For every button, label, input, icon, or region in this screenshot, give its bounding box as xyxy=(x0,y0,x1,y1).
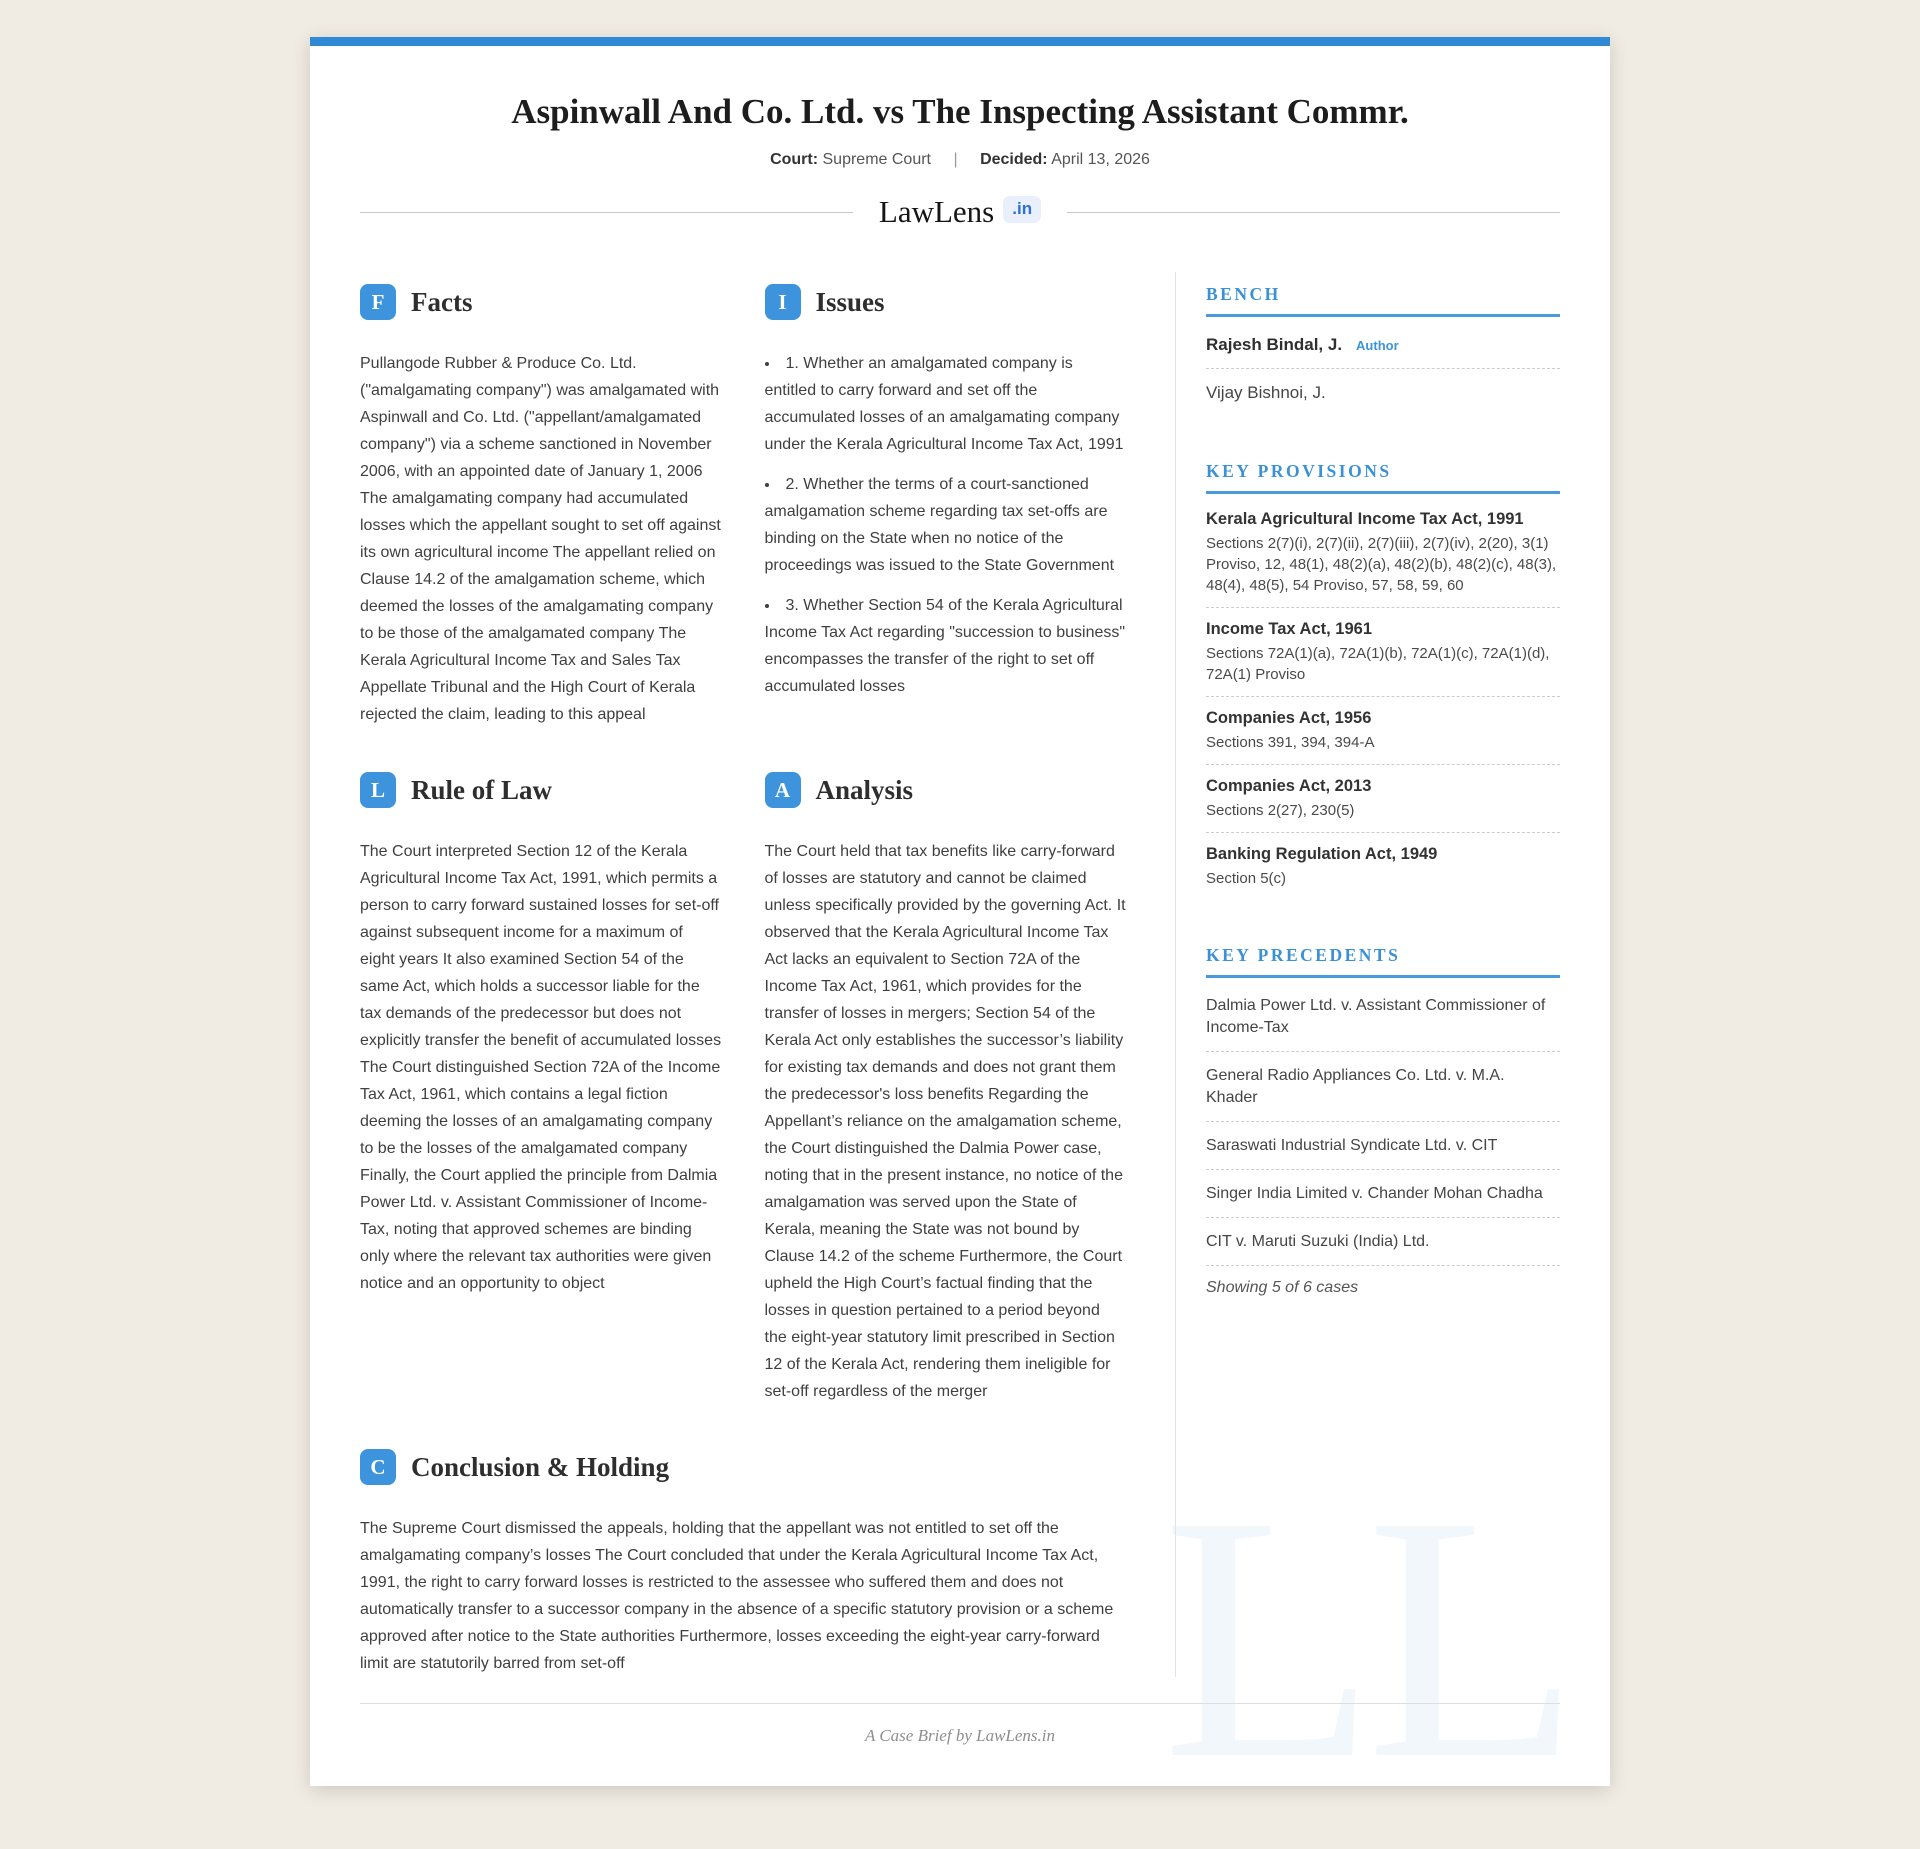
conclusion-header xyxy=(360,1449,1126,1485)
decided-value: April 13, 2026 xyxy=(1051,151,1150,168)
provision-sections: Sections 72A(1)(a), 72A(1)(b), 72A(1)(c), 72A(1)(d), 72A(1) Proviso xyxy=(1206,645,1550,683)
content-grid xyxy=(360,272,1560,1677)
precedent-item: Saraswati Industrial Syndicate Ltd. v. CIT xyxy=(1206,1121,1560,1169)
provision-sections: Sections 2(27), 230(5) xyxy=(1206,802,1355,819)
precedent-item: Dalmia Power Ltd. v. Assistant Commissioner of Income-Tax xyxy=(1206,997,1546,1036)
provision-item xyxy=(1206,696,1560,764)
facts-title: Facts xyxy=(411,286,473,317)
two-column-sections xyxy=(360,284,1126,1405)
court-label: Court: xyxy=(770,151,819,168)
page-title: Aspinwall And Co. Ltd. vs The Inspecting Assistant Commr. xyxy=(511,92,1409,131)
lawlens-watermark: LL xyxy=(1162,1443,1570,1786)
section-issues xyxy=(765,284,1127,728)
rule-of-law-title: Rule of Law xyxy=(411,774,552,805)
main-column xyxy=(360,272,1176,1677)
analysis-body: The Court held that tax benefits like carry-forward of losses are statutory and cannot be claimed unless specifically provided by the governing Act. It observed that the Kerala Agricultural Income Tax Act lacks an equivalent to Section 72A of the Income Tax Act, 1961, which provides for the transfer of losses in mergers; Section 54 of the Kerala Act only establishes the successor’s liability for existing tax demands and does not grant them the predecessor's loss benefits Regarding the Appellant’s reliance on the amalgamation scheme, the Court distinguished the Dalmia Power case, noting that in the present instance, no notice of the amalgamation was served upon the State of Kerala, meaning the State was not bound by Clause 14.2 of the scheme Furthermore, the Court upheld the High Court’s factual finding that the losses in question pertained to a period beyond the eight-year statutory limit prescribed in Section 12 of the Kerala Act, rendering them ineligible for set-off regardless of the merger xyxy=(764,843,1126,1400)
divider-line-right xyxy=(1067,212,1560,213)
precedents-list xyxy=(1206,982,1560,1265)
key-precedents-section xyxy=(1206,945,1560,1297)
provision-act-name: Kerala Agricultural Income Tax Act, 1991 xyxy=(1206,510,1524,528)
provision-item xyxy=(1206,764,1560,832)
facts-header xyxy=(360,284,722,320)
case-meta xyxy=(360,151,1560,169)
judge-name: Rajesh Bindal, J. xyxy=(1206,335,1343,354)
issue-item: • 3. Whether Section 54 of the Kerala Agricultural Income Tax Act regarding "succession to business" encompasses the transfer of the right to set off accumulated losses xyxy=(765,592,1127,700)
meta-separator: | xyxy=(953,151,958,168)
brand-name: LawLens xyxy=(878,194,995,229)
bench-heading: BENCH xyxy=(1206,284,1560,317)
facts-icon: F xyxy=(360,284,396,320)
issue-item: • 1. Whether an amalgamated company is entitled to carry forward and set off the accumulated losses of an amalgamating company under the Kerala Agricultural Income Tax Act, 1991 xyxy=(765,350,1127,458)
provision-sections: Section 5(c) xyxy=(1206,870,1287,887)
bench-section xyxy=(1206,284,1560,416)
rule-of-law-icon: L xyxy=(360,772,396,808)
judge-item xyxy=(1206,368,1560,416)
key-provisions-heading: KEY PROVISIONS xyxy=(1206,461,1560,494)
court-value: Supreme Court xyxy=(822,151,931,168)
judge-name: Vijay Bishnoi, J. xyxy=(1206,383,1326,402)
provision-act-name: Companies Act, 2013 xyxy=(1206,777,1372,795)
precedents-count-note: Showing 5 of 6 cases xyxy=(1206,1265,1560,1297)
brand-divider xyxy=(360,194,1560,230)
brand-tld-badge: .in xyxy=(1003,196,1041,223)
key-provisions-section xyxy=(1206,461,1560,900)
judge-item xyxy=(1206,321,1560,368)
section-analysis xyxy=(765,772,1127,1405)
case-brief-card xyxy=(310,37,1610,1786)
facts-body: Pullangode Rubber & Produce Co. Ltd. ("amalgamating company") was amalgamated with Aspinwall and Co. Ltd. ("appellant/amalgamated company") via a scheme sanctioned in November 2006, with an appointed date of January 1, 2006 The amalgamating company had accumulated losses which the appellant sought to set off against its own agricultural income The appellant relied on Clause 14.2 of the amalgamation scheme, which deemed the losses of the amalgamating company to be those of the amalgamated company The Kerala Agricultural Income Tax and Sales Tax Appellate Tribunal and the High Court of Kerala rejected the claim, leading to this appeal xyxy=(360,355,721,723)
brand-logo xyxy=(879,194,1041,230)
issues-title: Issues xyxy=(815,286,885,317)
conclusion-icon: C xyxy=(360,1449,396,1485)
conclusion-body: The Supreme Court dismissed the appeals, holding that the appellant was not entitled to set off the amalgamating company’s losses The Court concluded that under the Kerala Agricultural Income Tax Act, 1991, the right to carry forward losses is restricted to the assessee who suffered them and does not automatically transfer to a successor company in the absence of a specific statutory provision or a scheme approved after notice to the State authorities Furthermore, losses exceeding the eight-year carry-forward limit are statutorily barred from set-off xyxy=(360,1520,1114,1672)
rule-of-law-body: The Court interpreted Section 12 of the Kerala Agricultural Income Tax Act, 1991, which permits a person to carry forward sustained losses for set-off against subsequent income for a maximum of eight years It also examined Section 54 of the same Act, which holds a successor liable for the tax demands of the predecessor but does not explicitly transfer the benefit of accumulated losses The Court distinguished Section 72A of the Income Tax Act, 1961, which contains a legal fiction deeming the losses of an amalgamating company to be the losses of the amalgamated company Finally, the Court applied the principle from Dalmia Power Ltd. v. Assistant Commissioner of Income-Tax, noting that approved schemes are binding only where the relevant tax authorities were given notice and an opportunity to object xyxy=(360,843,722,1292)
bench-judges-list xyxy=(1206,321,1560,416)
issues-header xyxy=(765,284,1127,320)
analysis-header xyxy=(765,772,1127,808)
conclusion-title: Conclusion & Holding xyxy=(411,1451,670,1482)
provision-sections: Sections 391, 394, 394-A xyxy=(1206,734,1375,751)
divider-line-left xyxy=(360,212,853,213)
key-precedents-heading: KEY PRECEDENTS xyxy=(1206,945,1560,978)
section-facts xyxy=(360,284,722,728)
footer-text: A Case Brief by LawLens.in xyxy=(865,1726,1055,1745)
issue-item: • 2. Whether the terms of a court-sanctioned amalgamation scheme regarding tax set-offs are binding on the State when no notice of the proceedings was issued to the State Government xyxy=(765,471,1127,579)
provision-item xyxy=(1206,498,1560,607)
analysis-title: Analysis xyxy=(815,774,914,805)
footer xyxy=(360,1703,1560,1756)
decided-label: Decided: xyxy=(980,151,1048,168)
provision-act-name: Banking Regulation Act, 1949 xyxy=(1206,845,1438,863)
sidebar xyxy=(1176,272,1560,1677)
provision-sections: Sections 2(7)(i), 2(7)(ii), 2(7)(iii), 2(7)(iv), 2(20), 3(1) Proviso, 12, 48(1), 48(2)(a), 48(2)(b), 48(2)(c), 48(3), 48(4), 48(5), 54 Proviso, 57, 58, 59, 60 xyxy=(1206,535,1557,594)
rule-of-law-header xyxy=(360,772,722,808)
section-rule-of-law xyxy=(360,772,722,1405)
provision-act-name: Income Tax Act, 1961 xyxy=(1206,620,1372,638)
analysis-icon: A xyxy=(765,772,801,808)
issues-icon: I xyxy=(765,284,801,320)
section-conclusion xyxy=(360,1449,1126,1677)
precedent-item: CIT v. Maruti Suzuki (India) Ltd. xyxy=(1206,1217,1560,1265)
issues-list xyxy=(765,350,1127,700)
precedent-item: General Radio Appliances Co. Ltd. v. M.A. Khader xyxy=(1206,1051,1560,1121)
provision-item xyxy=(1206,832,1560,900)
precedent-item: Singer India Limited v. Chander Mohan Chadha xyxy=(1206,1169,1560,1217)
author-badge: Author xyxy=(1356,338,1399,353)
provision-item xyxy=(1206,607,1560,696)
provision-act-name: Companies Act, 1956 xyxy=(1206,709,1372,727)
provisions-list xyxy=(1206,498,1560,900)
